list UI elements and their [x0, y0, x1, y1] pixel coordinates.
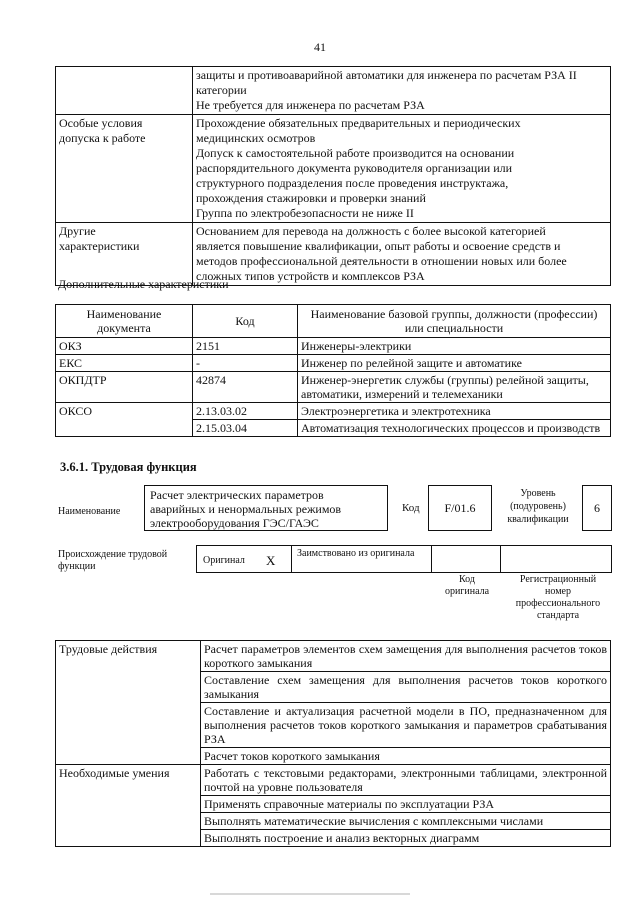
- label-line: характеристики: [59, 239, 140, 253]
- level-label: Уровень (подуровень) квалификации: [507, 488, 569, 525]
- cell-name: Инженер по релейной защите и автоматике: [298, 355, 611, 372]
- text-line: методов профессиональной деятельности в отношении новых или более: [196, 254, 567, 268]
- origin-divider: [500, 545, 501, 573]
- table-row: [56, 403, 611, 420]
- text-line: Не требуется для инженера по расчетам РЗА: [196, 98, 425, 112]
- row-text: Работать с текстовыми редакторами, электронными таблицами, электронной почтой на уровне пользователя: [201, 765, 611, 796]
- row-text: Составление и актуализация расчетной модели в ПО, предназначенном для выполнения расчетов токов короткого замыкания и параметров срабатывания РЗА: [201, 703, 611, 748]
- function-name-value: Расчет электрических параметров аварийных и ненормальных режимов электрооборудования ГЭС/ГАЭС: [144, 485, 388, 531]
- row-label: Необходимые умения: [56, 765, 201, 847]
- table-header-row: [56, 305, 611, 338]
- row-text: Выполнять построение и анализ векторных диаграмм: [201, 830, 611, 847]
- text-line: Прохождение обязательных предварительных и периодических: [196, 116, 521, 130]
- row-text: Расчет токов короткого замыкания: [201, 748, 611, 765]
- text-line: является повышение квалификации, опыт работы и освоение средств и: [196, 239, 561, 253]
- row-text: Применять справочные материалы по эксплуатации РЗА: [201, 796, 611, 813]
- text-line: защиты и противоаварийной автоматики для инженера по расчетам РЗА II: [196, 68, 577, 82]
- table-row: [56, 641, 611, 672]
- code-original-caption: Код оригинала: [444, 574, 490, 597]
- table-row: [56, 372, 611, 403]
- cell-code: 2.13.03.02: [193, 403, 298, 420]
- text-line: Основанием для перевода на должность с более высокой категорией: [196, 224, 546, 238]
- footer-mark: [210, 893, 410, 895]
- text-line: медицинских осмотров: [196, 131, 316, 145]
- row-text: Составление схем замещения для выполнения расчетов токов короткого замыкания: [201, 672, 611, 703]
- cell-doc: ЕКС: [56, 355, 193, 372]
- code-value: F/01.6: [428, 485, 492, 531]
- header-name: Наименование базовой группы, должности (профессии) или специальности: [298, 305, 611, 338]
- table-row: [56, 67, 611, 115]
- original-mark: X: [266, 553, 276, 568]
- table-row: [56, 355, 611, 372]
- reg-number-caption: Регистрационный номер профессионального стандарта: [515, 574, 601, 621]
- cell-name: Автоматизация технологических процессов и производств: [298, 420, 611, 437]
- additional-title: Дополнительные характеристики: [58, 277, 229, 291]
- label-line: Особые условия: [59, 116, 143, 130]
- origin-divider: [291, 545, 292, 573]
- documents-table: [55, 304, 611, 437]
- code-label: Код: [402, 502, 420, 514]
- header-document: Наименование документа: [56, 305, 193, 338]
- section-title: 3.6.1. Трудовая функция: [60, 460, 197, 474]
- cell-name: Инженер-энергетик службы (группы) релейной защиты, автоматики, измерений и телемеханики: [298, 372, 611, 403]
- row-content: [193, 67, 611, 115]
- cell-name: Электроэнергетика и электротехника: [298, 403, 611, 420]
- text-line: структурного подразделения после проведения инструктажа,: [196, 176, 509, 190]
- row-label: [56, 67, 193, 115]
- borrowed-label: Заимствовано из оригинала: [297, 548, 415, 559]
- text-line: прохождения стажировки и проверки знаний: [196, 191, 426, 205]
- conditions-table: [55, 66, 611, 286]
- cell-doc: ОКЗ: [56, 338, 193, 355]
- cell-code: 2.15.03.04: [193, 420, 298, 437]
- text-line: категории: [196, 83, 247, 97]
- text-line: Группа по электробезопасности не ниже II: [196, 206, 414, 220]
- row-label: Трудовые действия: [56, 641, 201, 765]
- actions-table: [55, 640, 611, 847]
- table-row: [56, 115, 611, 223]
- original-label: Оригинал: [203, 555, 245, 566]
- function-name-label: Наименование: [58, 506, 121, 517]
- row-text: Расчет параметров элементов схем замещения для выполнения расчетов токов короткого замыкания: [201, 641, 611, 672]
- header-code: Код: [193, 305, 298, 338]
- text-line: распорядительного документа руководителя организации или: [196, 161, 513, 175]
- table-row: [56, 338, 611, 355]
- cell-doc: ОКСО: [56, 403, 193, 437]
- label-line: допуска к работе: [59, 131, 146, 145]
- table-row: [56, 765, 611, 796]
- origin-divider: [431, 545, 432, 573]
- page-number: 41: [314, 40, 326, 54]
- cell-code: -: [193, 355, 298, 372]
- cell-name: Инженеры-электрики: [298, 338, 611, 355]
- row-content: [193, 223, 611, 286]
- row-label: [56, 115, 193, 223]
- row-text: Выполнять математические вычисления с комплексными числами: [201, 813, 611, 830]
- origin-label: Происхождение трудовой функции: [58, 549, 168, 572]
- text-line: сложных типов устройств и комплексов РЗА: [196, 269, 425, 283]
- cell-code: 42874: [193, 372, 298, 403]
- cell-code: 2151: [193, 338, 298, 355]
- cell-doc: ОКПДТР: [56, 372, 193, 403]
- level-value: 6: [582, 485, 612, 531]
- row-content: [193, 115, 611, 223]
- label-line: Другие: [59, 224, 96, 238]
- text-line: Допуск к самостоятельной работе производится на основании: [196, 146, 515, 160]
